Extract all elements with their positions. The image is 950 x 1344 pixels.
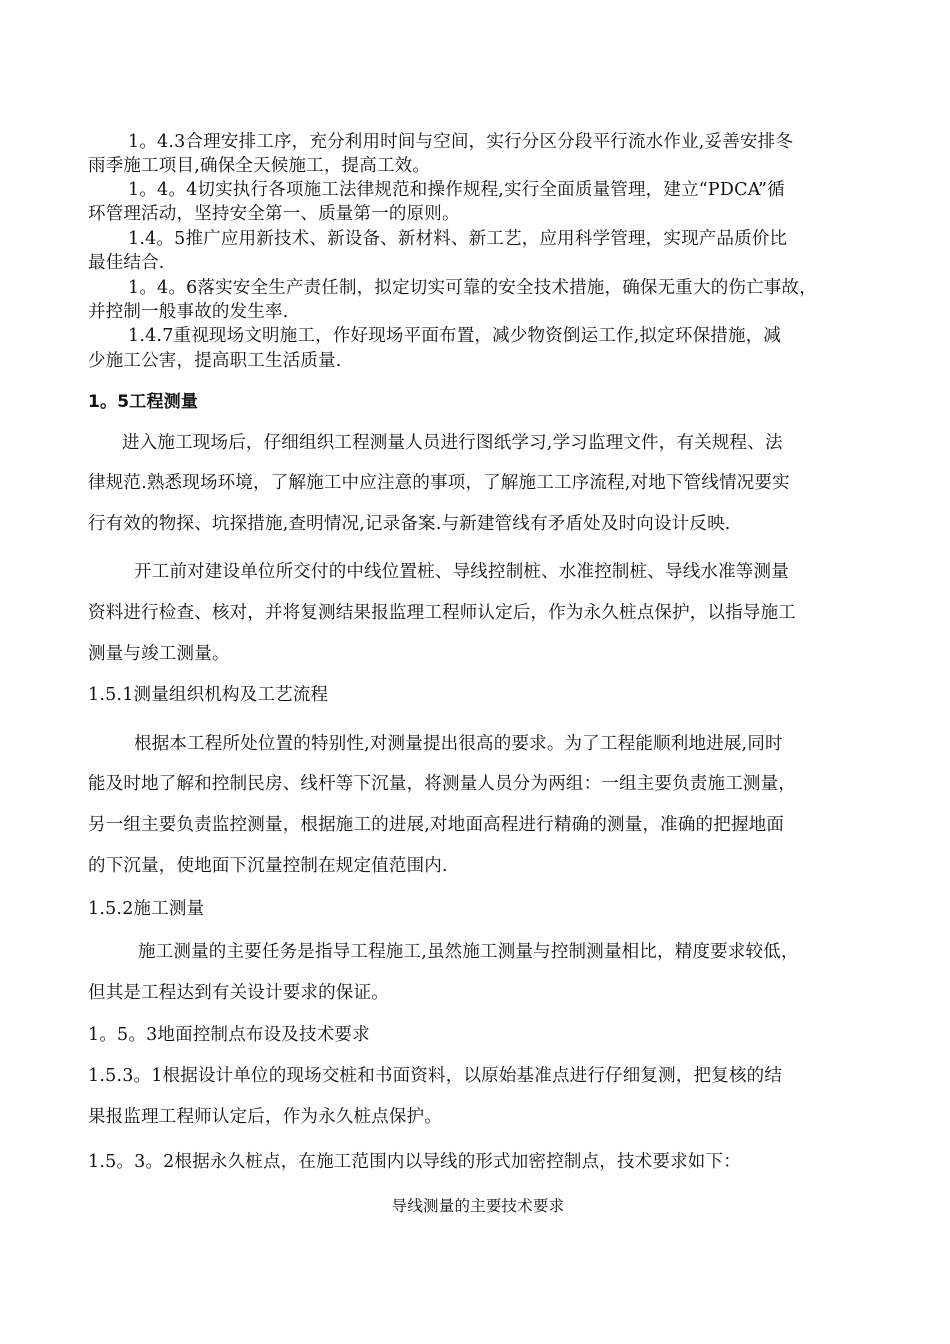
paragraph-1-4-3-line-2: 雨季施工项目,确保全天候施工，提高工效。: [88, 156, 431, 176]
paragraph-1-4-6-line-1: 1。4。6落实安全生产责任制，拟定切实可靠的安全技术措施，确保无重大的伤亡事故，: [128, 278, 817, 298]
paragraph-1-4-7-line-2: 少施工公害，提高职工生活质量.: [88, 351, 342, 371]
paragraph-1-5-3-2: 1.5。3。2根据永久桩点，在施工范围内以导线的形式加密控制点，技术要求如下：: [88, 1152, 741, 1172]
paragraph-survey-intro-line-3: 行有效的物探、坑探措施,查明情况,记录备案.与新建管线有矛盾处及时向设计反映.: [88, 514, 731, 534]
paragraph-survey-intro-line-1: 进入施工现场后，仔细组织工程测量人员进行图纸学习,学习监理文件，有关规程、法: [122, 433, 783, 453]
paragraph-1-4-4-line-2: 环管理活动，坚持安全第一、质量第一的原则。: [88, 204, 460, 224]
paragraph-1-5-1-line-4: 的下沉量，使地面下沉量控制在规定值范围内.: [88, 856, 448, 876]
paragraph-1-4-5-line-1: 1.4。5推广应用新技术、新设备、新材料、新工艺，应用科学管理，实现产品质价比: [128, 229, 788, 249]
section-heading-1-5: 1。5工程测量: [88, 392, 199, 412]
paragraph-1-4-5-line-2: 最佳结合.: [88, 253, 165, 273]
paragraph-1-5-1-line-3: 另一组主要负责监控测量，根据施工的进展,对地面高程进行精确的测量，准确的把握地面: [88, 815, 785, 835]
paragraph-1-4-4-line-1: 1。4。4切实执行各项施工法律规范和操作规程,实行全面质量管理，建立“PDCA”循: [128, 180, 785, 200]
paragraph-1-5-2-line-2: 但其是工程达到有关设计要求的保证。: [88, 983, 389, 1003]
paragraph-1-5-3-1-line-1: 1.5.3。1根据设计单位的现场交桩和书面资料，以原始基准点进行仔细复测，把复核的结: [88, 1066, 783, 1086]
paragraph-survey-intro-line-2: 律规范.熟悉现场环境，了解施工中应注意的事项，了解施工工序流程,对地下管线情况要实: [88, 473, 790, 493]
paragraph-1-5-1-line-2: 能及时地了解和控制民房、线杆等下沉量，将测量人员分为两组：一组主要负责施工测量，: [88, 774, 796, 794]
paragraph-1-5-2-line-1: 施工测量的主要任务是指导工程施工,虽然施工测量与控制测量相比，精度要求较低，: [138, 942, 799, 962]
subheading-1-5-1: 1.5.1测量组织机构及工艺流程: [88, 685, 329, 705]
paragraph-pre-construction-line-3: 测量与竣工测量。: [88, 644, 230, 664]
subheading-1-5-2: 1.5.2施工测量: [88, 899, 205, 919]
paragraph-1-5-1-line-1: 根据本工程所处位置的特别性,对测量提出很高的要求。为了工程能顺利地进展,同时: [134, 734, 783, 754]
paragraph-pre-construction-line-2: 资料进行检查、核对，并将复测结果报监理工程师认定后，作为永久桩点保护，以指导施工: [88, 603, 796, 623]
paragraph-pre-construction-line-1: 开工前对建设单位所交付的中线位置桩、导线控制桩、水准控制桩、导线水准等测量: [134, 562, 789, 582]
paragraph-1-4-7-line-1: 1.4.7重视现场文明施工，作好现场平面布置，减少物资倒运工作,拟定环保措施，减: [128, 326, 782, 346]
paragraph-1-5-3-1-line-2: 果报监理工程师认定后，作为永久桩点保护。: [88, 1107, 442, 1127]
paragraph-1-4-6-line-2: 并控制一般事故的发生率.: [88, 302, 289, 322]
subheading-1-5-3: 1。5。3地面控制点布设及技术要求: [88, 1025, 370, 1045]
table-caption: 导线测量的主要技术要求: [391, 1197, 565, 1215]
paragraph-1-4-3-line-1: 1。4.3合理安排工序，充分利用时间与空间，实行分区分段平行流水作业,妥善安排冬: [128, 132, 794, 152]
